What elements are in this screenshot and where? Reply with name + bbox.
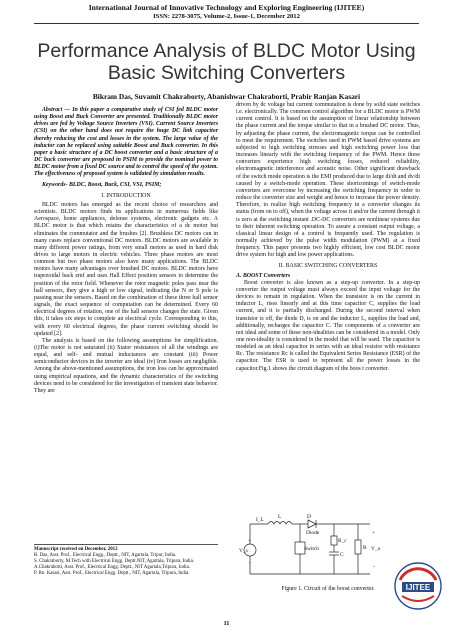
section-heading-introduction: I. INTRODUCTION bbox=[101, 192, 151, 199]
label-il: I_L bbox=[256, 517, 264, 523]
inductor-symbol bbox=[268, 522, 292, 525]
header-rule bbox=[34, 23, 419, 24]
label-r: R bbox=[363, 545, 367, 551]
footnote-rule bbox=[34, 544, 218, 545]
abstract: Abstract — In this paper a comparative study of CSI fed BLDC motor using Boost and Buck Converter are presented. Traditionally BLDC motor drives are fed by Voltage Source Inverters (VSI). Current Source Inverters (CSI) on the other hand does not require the huge DC link capacitor thereby reducing the cost and losses in the system. The large value of the inductor can be replaced using suitable Boost and Buck converter. In this paper a basic structure of a DC boost converter and a basic structure of a DC buck converter are proposed in PSIM to provide the nominal power to BLDC motor from a fixed DC source and to control the speed of the system. The effectiveness of proposed system is validated by simulation results. bbox=[34, 107, 218, 178]
load-resistor-symbol bbox=[355, 540, 361, 554]
footnote-4: P. Rn. Kasari, Asst. Prof., Electrical Engg. Deptt., NIT, Agartala, Tripura, India. bbox=[34, 571, 190, 577]
page-number: 11 bbox=[223, 620, 230, 627]
journal-header bbox=[0, 3, 453, 20]
keywords: Keywords- BLDC, Boost, Buck, CSI, VSI, PSIM; bbox=[42, 181, 162, 188]
authors: Bikram Das, Suvamit Chakraborty, Abanishwar Chakraborti, Prabir Ranjan Kasari bbox=[92, 92, 361, 101]
label-d: D bbox=[307, 514, 311, 520]
subsection-boost: A. BOOST Converters bbox=[236, 272, 291, 279]
figure-caption: Figure 1. Circuit of the boost converter. bbox=[281, 586, 375, 592]
diode-symbol bbox=[308, 520, 316, 528]
label-diode: Diode bbox=[306, 530, 320, 536]
label-vs: V_s bbox=[239, 548, 248, 554]
intro-paragraph-1: BLDC motors has emerged as the recent choice of researchers and scientists. BLDC motors finds its applications in numerous fields like Aerospace, home appliances, defense systems, electronic gadgets etc. A BLDC motor is that which retains the characteristics of a dc motor but eliminates the commutator and the brushes [2]. Brushless DC motors can in many cases replace conventional DC motors. BLDC motors are available in many different power ratings, from very small motors as used in hard disk drives to large motors in electric vehicles. Three phase motors are most common but two phase motors also have many applications. The BLDC motors have many advantages over brushed DC motors. BLDC motors have trapezoidal back emf and uses Hall Effect position sensors to determine the position of the rotor field. Whenever the rotor magnetic poles pass near the hall sensors, they give a high or low signal, indicating the N or S pole is passing near the sensors. Based on the combination of these three hall sensor signals, the exact sequence of computation can be determined. Every 60 electrical degrees of rotation, one of the hall sensors changes the state. Given this, it takes six steps to complete an electrical cycle. Corresponding to this, with every 60 electrical degrees, the phase current switching should be updated [2]. bbox=[34, 201, 218, 337]
paper-title bbox=[30, 40, 423, 84]
boost-converter-circuit bbox=[238, 512, 386, 582]
title-line-1: Performance Analysis of BLDC Motor Using bbox=[37, 40, 416, 62]
footnote-2: S. Chakraborty, M.Tech with Electrical Engg. Deptt.NIT, Agartala, Tripura, India. bbox=[34, 559, 195, 565]
esr-resistor-symbol bbox=[331, 536, 337, 545]
right-paragraph-2: Boost converter is also known as a step-up converter. In a step-up converter the output voltage must always exceed the input voltage for the devices to remain in regulation. When the transistor is on the current in inductor L, rises linearly and at this time capacitor C, supplies the load current, and it is partially discharged. During the second interval when transistor is off, the diode D, is on and the inductor L, supplies the load and, additionally, recharges the capacitor C. The components of a converter are not ideal and some of these non-idealities can be considered in a model. Only one non-ideality is considered in the model that will be used. The capacitor is modeled as an ideal capacitor in series with an ideal resistor with resistance Rc. The resistance Rc is called the Equivalent Series Resistance (ESR) of the capacitor. The ESR is used to represent all the power losses in the capacitor.Fig.1 shows the circuit diagram of the boos t converter. bbox=[236, 279, 420, 372]
right-paragraph-1: driven by dc voltage but current commutation is done by solid state switches i.e. electronically. The common control algorithm for a BLDC motor is PWM current control. It is based on the assumption of linear relationship between the phase current and the torque similar to that in a brushed DC motor. Thus, by adjusting the phase current, the electromagnetic torque can be controlled to meet the requirement. The switches used in PWM based drive systems are subjected to high switching stresses and high switching power loss that increases linearly with the switching frequency of the PWM. Hence these converters experience high switching losses, reduced reliability, electromagnetic interference and acoustic noise. Other significant drawback of the switch mode operation is the EMI produced due to large di/dt and dv/dt caused by a switch-mode operation. These shortcomings of switch-mode converters are overcome by increasing the switching frequency in order to reduce the converter size and weight and hence to increase the power density. Therefore, to realize high switching frequency in a converter changes its status (from on to off), when the voltage across it and/or the current through it is zero at the switching instant .DC-DC converters are nonlinear systems due to their inherent switching operation. To assure a constant output voltage, a classical linear design of a control is frequently used. The regulation is normally achieved by the pulse width modulation (PWM) at a fixed frequency. This paper presents two highly efficient, low cost BLDC motor drive system for high and low power applications. bbox=[236, 102, 420, 259]
label-minus: - bbox=[249, 560, 251, 566]
right-column bbox=[236, 102, 420, 373]
label-c: C bbox=[340, 552, 344, 558]
label-switch: Switch bbox=[304, 546, 319, 552]
author-footnotes bbox=[34, 547, 218, 577]
title-line-2: Basic Switching Converters bbox=[107, 62, 346, 84]
logo-text: IJITEE bbox=[405, 583, 431, 592]
label-vo: V_o bbox=[371, 546, 381, 552]
label-l: L bbox=[278, 514, 282, 520]
left-column bbox=[34, 107, 218, 395]
label-plus: + bbox=[248, 538, 252, 544]
label-vo-plus: + bbox=[372, 530, 376, 536]
footnote-1: B. Das, Asst. Prof., Electrical Engg., Deptt., NIT, Agartala, Tripur, India. bbox=[34, 553, 177, 559]
ijitee-logo bbox=[392, 560, 444, 612]
journal-issn: ISSN: 2278-3075, Volume-2, Issue-1, December 2012 bbox=[153, 13, 300, 20]
section-heading-converters: II. BASIC SWITCHING CONVERTERS bbox=[278, 263, 378, 270]
label-rc: R_c bbox=[338, 538, 347, 544]
journal-name: International Journal of Innovative Technology and Exploring Engineering (IJITEE) bbox=[88, 3, 365, 12]
manuscript-received: Manuscript received on December, 2012 bbox=[34, 547, 118, 552]
intro-paragraph-2: The analysis is based on the following assumptions for simplification.(i)The motor is not saturated (ii) Stator resistances of all the windings are equal, and self- and mutual inductances are constant (iii) Power semiconductor devices in the inverter are ideal (iv) Iron losses are negligible. Among the above-mentioned assumptions, the iron loss can be approximated using empirical equations, and the dynamic characteristics of the switching devices need to be considered for the investigation of transient state behavior. They are bbox=[34, 337, 218, 394]
footnote-3: A.Chakraborti, Asst. Prof., Electrical Engg. Deptt., NIT Agartala,Tripura, India. bbox=[34, 565, 191, 571]
label-vo-minus: - bbox=[373, 564, 375, 570]
